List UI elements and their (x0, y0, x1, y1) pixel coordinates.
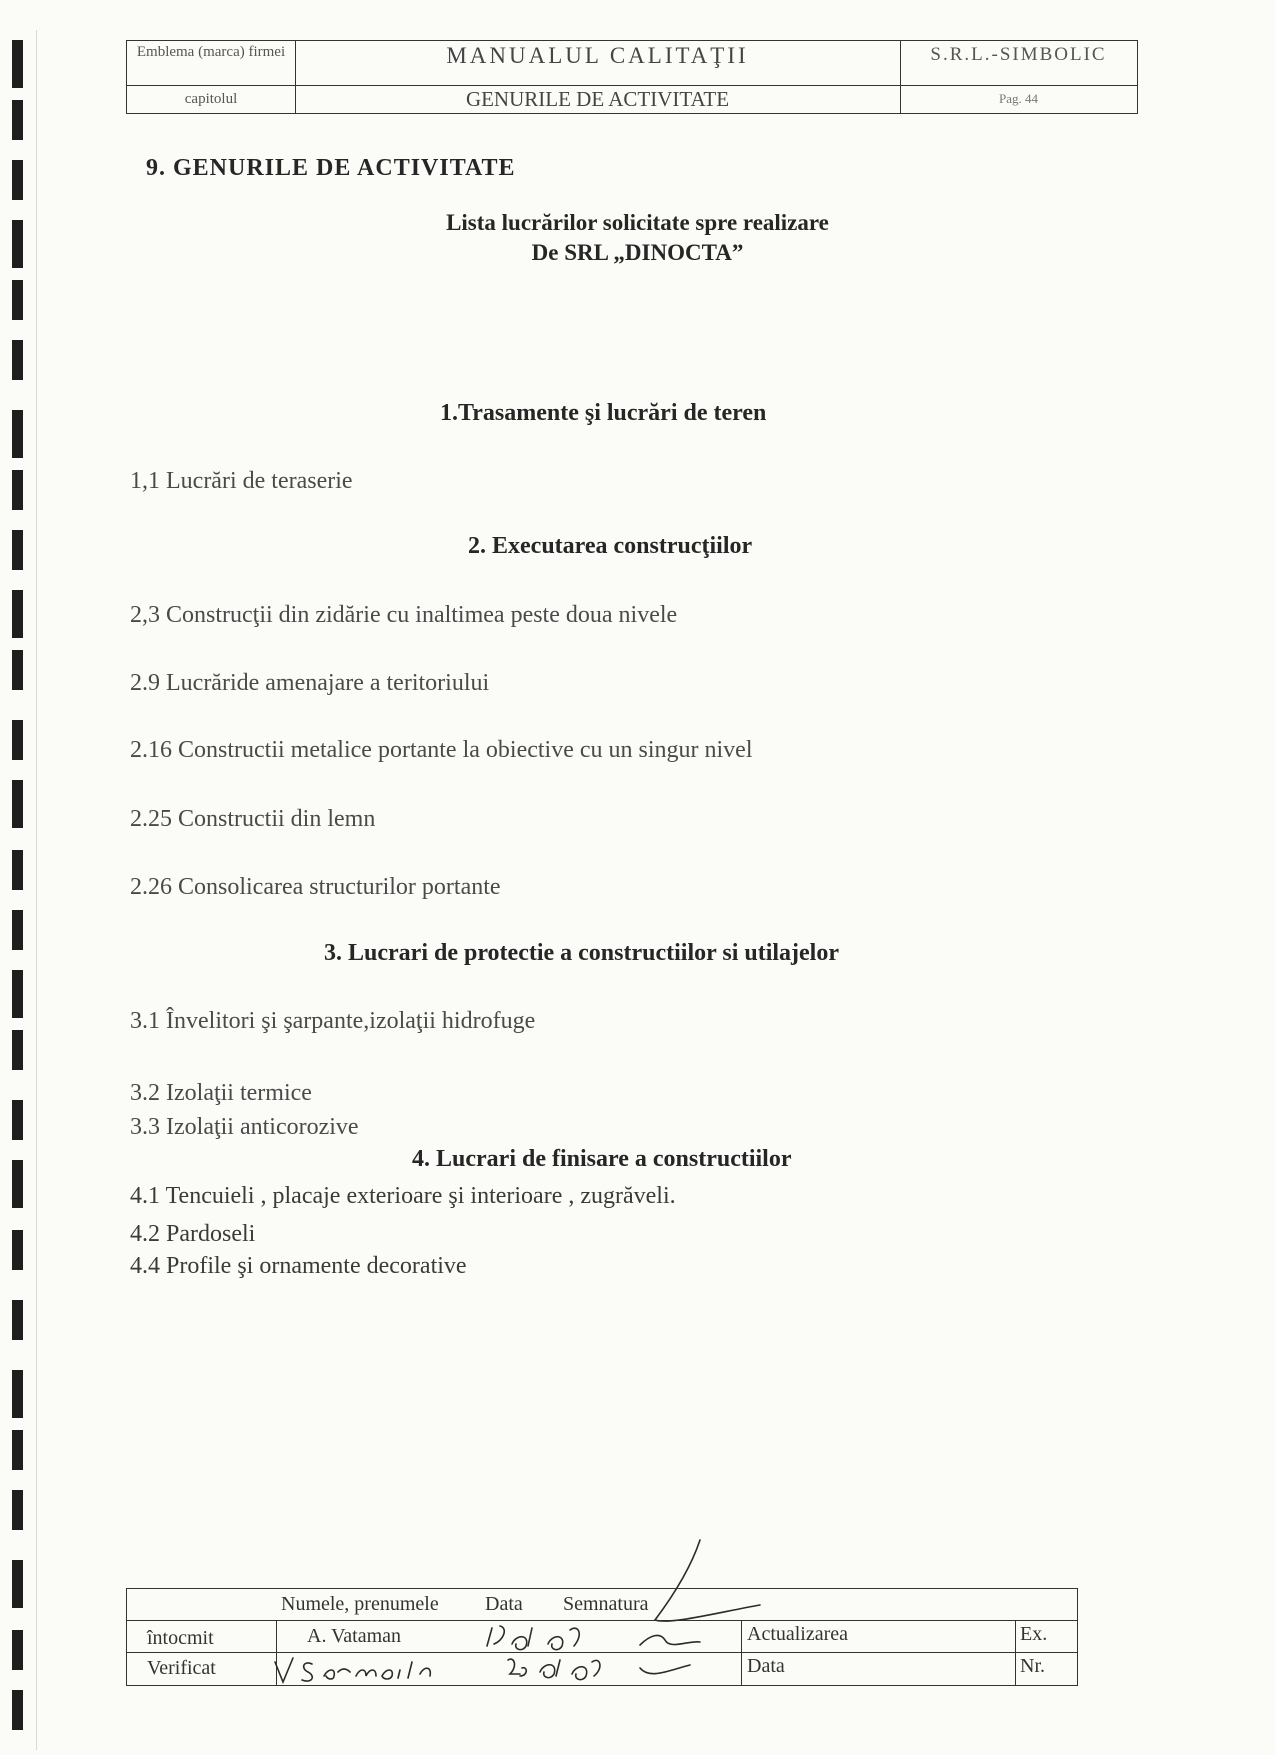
name-stroke (275, 1658, 293, 1682)
date-stroke (572, 1660, 600, 1679)
list-item: 4.4 Profile şi ornamente decorative (130, 1253, 467, 1279)
date-label: Data (747, 1655, 785, 1677)
col-date-header: Data (485, 1593, 523, 1615)
list-title-line1: Lista lucrărilor solicitate spre realizare (446, 210, 829, 235)
name-stroke (382, 1662, 430, 1679)
update-label: Actualizarea (747, 1623, 849, 1645)
list-item: 4.2 Pardoseli (130, 1221, 256, 1247)
group-heading: 2. Executarea construcţiilor (468, 533, 753, 559)
manual-title: MANUALUL CALITAŢII (446, 43, 749, 68)
row-verificat-label: Verificat (147, 1657, 216, 1679)
name-stroke (302, 1663, 312, 1681)
col-name-header: Numele, prenumele (281, 1593, 439, 1615)
page-number: Pag. 44 (999, 91, 1038, 106)
date-stroke (548, 1628, 579, 1649)
date-stroke (508, 1659, 526, 1676)
company-name: S.R.L.-SIMBOLIC (930, 44, 1107, 65)
emblem-cell: Emblema (marca) firmei (136, 44, 286, 60)
signature-stroke (640, 1665, 690, 1674)
list-item: 2,3 Construcţii din zidărie cu inaltimea peste doua nivele (130, 602, 678, 628)
section-heading: 9. GENURILE DE ACTIVITATE (146, 155, 516, 181)
list-item: 2.26 Consolicarea structurilor portante (130, 874, 501, 900)
group-heading: 4. Lucrari de finisare a constructiilor (412, 1146, 792, 1172)
date-stroke (540, 1660, 560, 1678)
list-title-line2: De SRL „DINOCTA” (531, 240, 744, 265)
group-heading: 1.Trasamente şi lucrări de teren (440, 400, 767, 426)
list-item: 2.25 Constructii din lemn (130, 806, 376, 832)
chapter-label: capitolul (184, 91, 238, 107)
list-item: 3.2 Izolaţii termice (130, 1080, 312, 1106)
row-intocmit-name: A. Vataman (307, 1625, 402, 1647)
nr-label: Nr. (1020, 1655, 1045, 1677)
list-item: 2.9 Lucrăride amenajare a teritoriului (130, 670, 490, 696)
list-item: 4.1 Tencuieli , placaje exterioare şi interioare , zugrăveli. (130, 1183, 676, 1209)
signature-stroke (655, 1540, 700, 1620)
date-stroke (487, 1626, 504, 1646)
list-item: 3.3 Izolaţii anticorozive (130, 1114, 359, 1140)
list-item: 2.16 Constructii metalice portante la obiective cu un singur nivel (130, 737, 753, 763)
list-item: 3.1 Învelitori şi şarpante,izolaţii hidrofuge (130, 1008, 536, 1034)
signature-stroke (640, 1635, 700, 1645)
list-item: 1,1 Lucrări de teraserie (130, 468, 353, 494)
row-intocmit-label: întocmit (147, 1627, 214, 1649)
signature-stroke (655, 1605, 760, 1621)
name-stroke (324, 1669, 376, 1679)
ex-label: Ex. (1020, 1623, 1048, 1645)
date-stroke (512, 1628, 532, 1650)
group-heading: 3. Lucrari de protectie a constructiilor si utilajelor (324, 940, 840, 966)
chapter-title: GENURILE DE ACTIVITATE (465, 87, 730, 111)
col-signature-header: Semnatura (563, 1593, 649, 1615)
